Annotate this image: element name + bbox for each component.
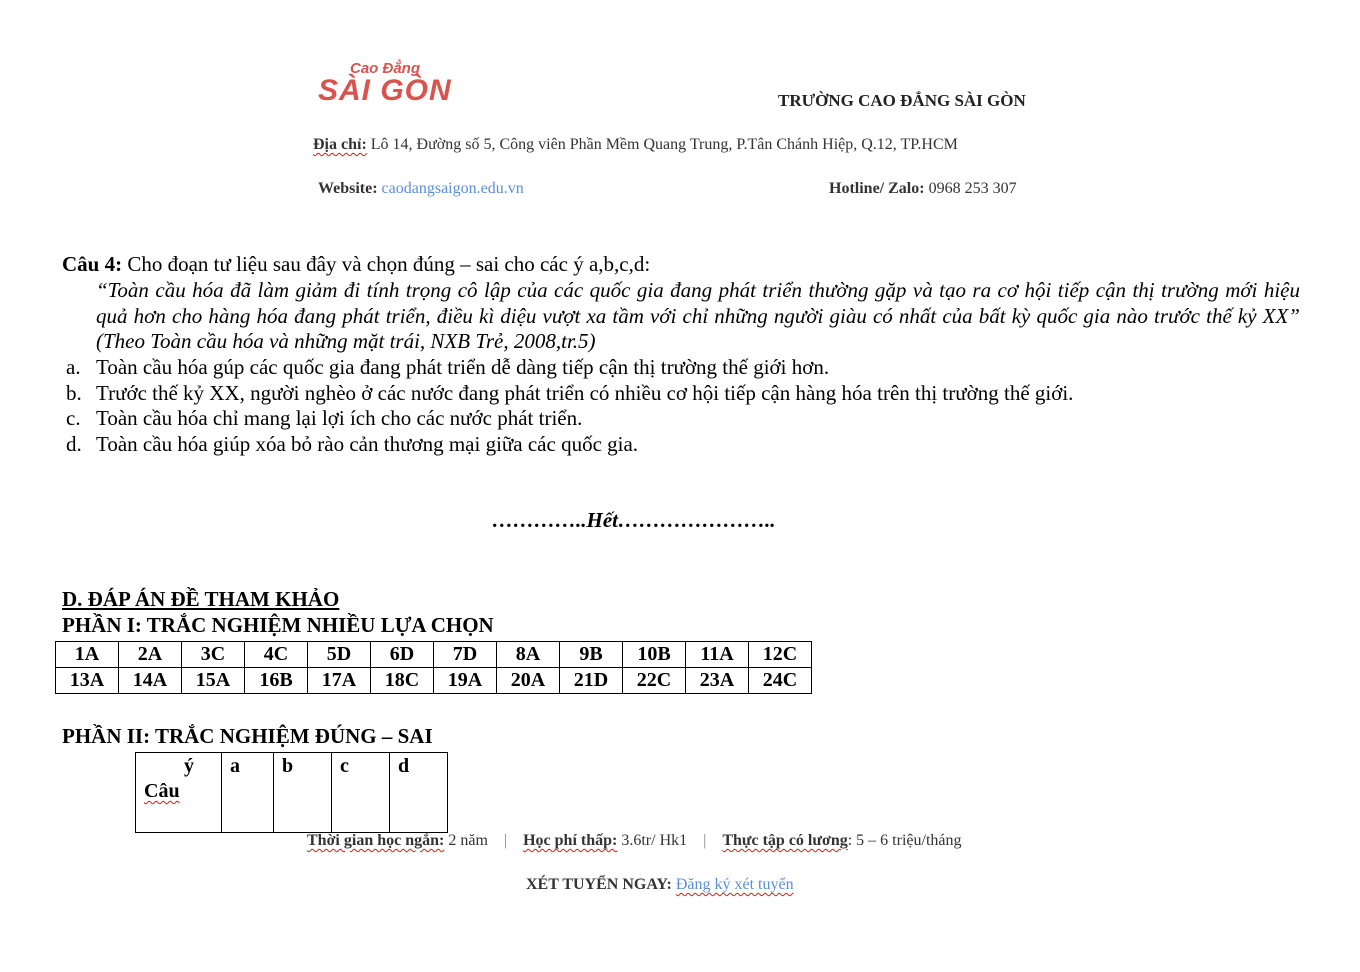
option-d bbox=[66, 432, 638, 457]
address-value: Lô 14, Đường số 5, Công viên Phần Mềm Quang Trung, P.Tân Chánh Hiệp, Q.12, TP.HCM bbox=[366, 136, 958, 153]
address-line bbox=[313, 136, 958, 154]
answer-cell: 10B bbox=[623, 642, 686, 668]
true-false-table bbox=[135, 752, 448, 833]
answer-cell: 8A bbox=[497, 642, 560, 668]
answer-cell: 13A bbox=[56, 668, 119, 694]
study-label: Thời gian học ngắn: bbox=[307, 832, 445, 849]
answer-cell: 15A bbox=[182, 668, 245, 694]
answer-cell: 22C bbox=[623, 668, 686, 694]
logo-subtitle: Cao Đẳng bbox=[350, 60, 421, 77]
answer-cell: 9B bbox=[560, 642, 623, 668]
intern-label: Thực tập có lương bbox=[722, 832, 848, 849]
table-row bbox=[136, 753, 448, 833]
answer-cell: 14A bbox=[119, 668, 182, 694]
option-text: Toàn cầu hóa giúp xóa bỏ rào cản thương mại giữa các quốc gia. bbox=[96, 432, 639, 456]
option-letter: a. bbox=[66, 355, 81, 379]
school-name: TRƯỜNG CAO ĐẲNG SÀI GÒN bbox=[778, 91, 1026, 110]
option-text: Trước thế kỷ XX, người nghèo ở các nước đang phát triển có nhiều cơ hội tiếp cận hàng hóa trên thị trường thế giới. bbox=[96, 381, 1074, 405]
answer-cell: 12C bbox=[749, 642, 812, 668]
answer-cell: 1A bbox=[56, 642, 119, 668]
answer-cell: 3C bbox=[182, 642, 245, 668]
question-title bbox=[62, 252, 650, 277]
part1-title: PHẦN I: TRẮC NGHIỆM NHIỀU LỰA CHỌN bbox=[62, 613, 494, 637]
answer-cell: 19A bbox=[434, 668, 497, 694]
study-value: 2 năm bbox=[444, 832, 488, 849]
answer-cell: 7D bbox=[434, 642, 497, 668]
option-letter: d. bbox=[66, 432, 82, 456]
intern-value: : 5 – 6 triệu/tháng bbox=[847, 832, 962, 849]
part2-title: PHẦN II: TRẮC NGHIỆM ĐÚNG – SAI bbox=[62, 724, 433, 748]
answer-cell: 21D bbox=[560, 668, 623, 694]
answer-cell: 5D bbox=[308, 642, 371, 668]
website-link[interactable]: caodangsaigon.edu.vn bbox=[381, 180, 524, 197]
answer-cell: 20A bbox=[497, 668, 560, 694]
hotline-value: 0968 253 307 bbox=[924, 180, 1017, 197]
option-letter: c. bbox=[66, 406, 81, 430]
answer-cell: 24C bbox=[749, 668, 812, 694]
option-text: Toàn cầu hóa gúp các quốc gia đang phát triển dễ dàng tiếp cận thị trường thế giới hơn. bbox=[96, 355, 830, 379]
option-text: Toàn cầu hóa chỉ mang lại lợi ích cho các nước phát triển. bbox=[96, 406, 583, 430]
apply-label: XÉT TUYỂN NGAY: bbox=[526, 876, 676, 893]
option-letter: b. bbox=[66, 381, 82, 405]
footer-info-line bbox=[307, 832, 962, 850]
table-row bbox=[56, 668, 812, 694]
address-label: Địa chỉ: bbox=[313, 136, 367, 153]
question-quote: “Toàn cầu hóa đã làm giảm đi tính trọng cô lập của các quốc gia đang phát triển thường gặp và tạo ra cơ hội tiếp cận thị trường mới hiệu quả hơn cho hàng hóa đang phát triển, điều kì diệu vượt xa tầm với chỉ những người giàu có nhất của bất kỳ quốc gia nào trước thế kỷ XX” (Theo Toàn cầu hóa và những mặt trái, NXB Trẻ, 2008,tr.5) bbox=[96, 278, 1300, 353]
fee-label: Học phí thấp: bbox=[523, 832, 618, 849]
answer-cell: 11A bbox=[686, 642, 749, 668]
option-b bbox=[66, 381, 1073, 406]
question-prompt: Cho đoạn tư liệu sau đây và chọn đúng – sai cho các ý a,b,c,d: bbox=[122, 252, 651, 276]
header-cell-a: a bbox=[222, 753, 274, 833]
header-cell-d: d bbox=[390, 753, 448, 833]
answer-cell: 17A bbox=[308, 668, 371, 694]
separator: | bbox=[503, 832, 508, 849]
answer-cell: 4C bbox=[245, 642, 308, 668]
hotline-line bbox=[829, 180, 1017, 198]
header-cell-c: c bbox=[332, 753, 390, 833]
answer-cell: 2A bbox=[119, 642, 182, 668]
answer-cell: 16B bbox=[245, 668, 308, 694]
option-c bbox=[66, 406, 582, 431]
table-row bbox=[56, 642, 812, 668]
header-cau: Câu bbox=[144, 780, 180, 802]
end-marker: …………..Hết………………….. bbox=[492, 508, 776, 532]
answer-cell: 6D bbox=[371, 642, 434, 668]
fee-value: 3.6tr/ Hk1 bbox=[617, 832, 688, 849]
apply-line bbox=[526, 876, 794, 894]
website-line bbox=[318, 180, 524, 198]
website-label: Website: bbox=[318, 180, 382, 197]
answer-table bbox=[55, 641, 812, 694]
header-cell-b: b bbox=[274, 753, 332, 833]
header-y: ý bbox=[184, 755, 194, 777]
question-label: Câu 4: bbox=[62, 252, 123, 276]
answer-cell: 23A bbox=[686, 668, 749, 694]
option-a bbox=[66, 355, 829, 380]
answer-section-title: D. ĐÁP ÁN ĐỀ THAM KHẢO bbox=[62, 587, 340, 611]
answer-cell: 18C bbox=[371, 668, 434, 694]
hotline-label: Hotline/ Zalo: bbox=[829, 180, 925, 197]
separator: | bbox=[703, 832, 707, 849]
apply-link[interactable]: Đăng ký xét tuyển bbox=[675, 876, 794, 893]
logo-title: SÀI GÒN bbox=[318, 74, 452, 107]
header-cell-cau bbox=[136, 753, 222, 833]
